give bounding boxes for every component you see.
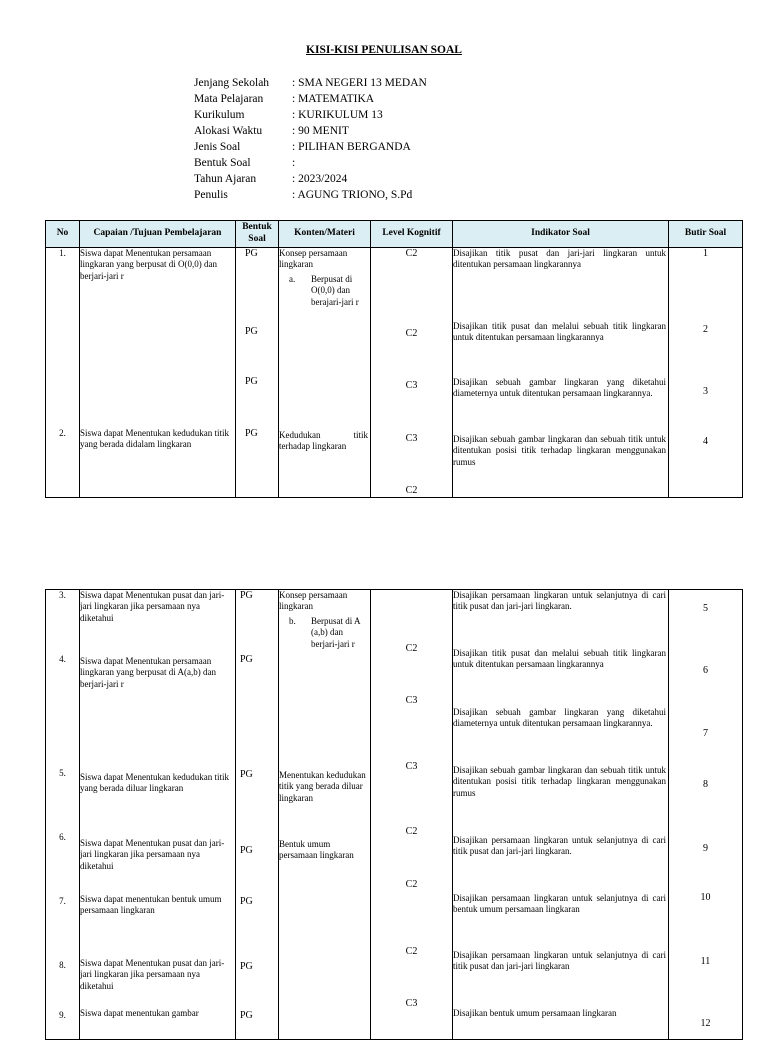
bentuk-soal: PG <box>240 1010 253 1021</box>
capaian-text: Siswa dapat Menentukan pusat dan jari-jari lingkaran jika persamaan nya diketahui <box>80 958 225 991</box>
butir-soal: 3 <box>703 386 708 397</box>
indikator-text: Disajikan sebuah gambar lingkaran dan sebuah titik untuk ditentukan posisi titik terhadap lingkaran menggunakan rumus <box>453 765 666 798</box>
capaian-text: Siswa dapat Menentukan pusat dan jari-jari lingkaran jika persamaan nya diketahui <box>80 838 225 871</box>
capaian-text: Siswa dapat Menentukan kedudukan titik yang berada didalam lingkaran <box>80 428 229 450</box>
bentuk-soal: PG <box>240 896 253 907</box>
butir-soal: 4 <box>703 436 708 447</box>
row-number: 6. <box>59 832 66 842</box>
butir-soal: 11 <box>700 956 711 967</box>
bentuk-soal: PG <box>245 376 258 387</box>
konten-marker: a. <box>289 274 296 284</box>
row-number: 7. <box>59 896 66 906</box>
indikator-text: Disajikan persamaan lingkaran untuk selanjutnya di cari titik pusat dan jari-jari lingkaran. <box>453 590 666 612</box>
butir-soal: 12 <box>700 1018 711 1029</box>
header-konten: Konten/Materi <box>279 221 371 248</box>
meta-row-jenjang: Jenjang Sekolah : SMA NEGERI 13 MEDAN <box>194 75 427 91</box>
meta-row-tahun: Tahun Ajaran : 2023/2024 <box>194 171 427 187</box>
level-kognitif: C2 <box>405 643 418 654</box>
capaian-text: Siswa dapat Menentukan persamaan lingkaran yang berpusat di O(0,0) dan berjari-jari r <box>80 248 217 281</box>
level-kognitif: C3 <box>405 380 418 391</box>
konten-text: Bentuk umum persamaan lingkaran <box>279 839 354 861</box>
document-title: KISI-KISI PENULISAN SOAL <box>306 44 462 56</box>
indikator-text: Disajikan persamaan lingkaran untuk selanjutnya di cari titik pusat dan jari-jari lingkaran. <box>453 835 666 857</box>
bentuk-soal: PG <box>245 326 258 337</box>
table-body <box>46 248 743 498</box>
bentuk-soal: PG <box>245 248 258 259</box>
level-kognitif: C2 <box>405 879 418 890</box>
bentuk-soal: PG <box>240 654 253 665</box>
indikator-text: Disajikan titik pusat dan melalui sebuah titik lingkaran untuk ditentukan persamaan lingkarannya <box>453 648 666 670</box>
konten-text: Konsep persamaan lingkaran <box>279 590 348 612</box>
row-number: 1. <box>59 248 66 258</box>
butir-soal: 1 <box>703 248 708 259</box>
butir-soal: 7 <box>703 728 708 739</box>
indikator-text: Disajikan titik pusat dan jari-jari lingkaran untuk ditentukan persamaan lingkarannya <box>453 248 666 270</box>
row-number: 4. <box>59 654 66 664</box>
bentuk-soal: PG <box>240 845 253 856</box>
level-kognitif: C2 <box>405 248 418 259</box>
konten-text: Konsep persamaan lingkaran <box>279 248 348 270</box>
konten-text: Kedudukan titik terhadap lingkaran <box>279 430 368 452</box>
header-indikator: Indikator Soal <box>453 221 669 248</box>
bentuk-soal: PG <box>240 769 253 780</box>
level-kognitif: C2 <box>405 826 418 837</box>
capaian-text: Siswa dapat menentukan bentuk umum persamaan lingkaran <box>80 894 222 916</box>
bentuk-soal: PG <box>245 428 258 439</box>
level-kognitif: C3 <box>405 998 418 1009</box>
butir-soal: 5 <box>703 603 708 614</box>
indikator-text: Disajikan titik pusat dan melalui sebuah titik lingkaran untuk ditentukan persamaan lingkarannya <box>453 321 666 343</box>
level-kognitif: C3 <box>405 695 418 706</box>
butir-soal: 8 <box>703 779 708 790</box>
header-bentuk: Bentuk Soal <box>236 221 279 248</box>
capaian-text: Siswa dapat menentukan gambar <box>80 1008 199 1018</box>
meta-row-mapel: Mata Pelajaran : MATEMATIKA <box>194 91 427 107</box>
kisi-table-1 <box>45 220 743 498</box>
indikator-text: Disajikan persamaan lingkaran untuk selanjutnya di cari bentuk umum persamaan lingkaran <box>453 893 666 915</box>
meta-row-jenis: Jenis Soal : PILIHAN BERGANDA <box>194 139 427 155</box>
row-number: 8. <box>59 960 66 970</box>
kisi-table-2 <box>45 589 743 1040</box>
level-kognitif: C2 <box>405 485 418 496</box>
level-kognitif: C3 <box>405 433 418 444</box>
konten-marker: b. <box>289 616 296 626</box>
konten-subtext: Berpusat di O(0,0) dan berajari-jari r <box>311 274 359 307</box>
row-number: 2. <box>59 428 66 438</box>
header-butir: Butir Soal <box>669 221 743 248</box>
butir-soal: 9 <box>703 843 708 854</box>
document-meta <box>194 75 427 203</box>
capaian-text: Siswa dapat Menentukan kedudukan titik yang berada diluar lingkaran <box>80 772 229 794</box>
header-capaian: Capaian /Tujuan Pembelajaran <box>80 221 236 248</box>
table-body <box>46 590 743 1040</box>
butir-soal: 10 <box>700 892 711 903</box>
level-kognitif: C2 <box>405 328 418 339</box>
header-level: Level Kognitif <box>371 221 453 248</box>
bentuk-soal: PG <box>240 590 253 601</box>
capaian-text: Siswa dapat Menentukan pusat dan jari-jari lingkaran jika persamaan nya diketahui <box>80 590 225 623</box>
row-number: 3. <box>59 590 66 600</box>
bentuk-soal: PG <box>240 961 253 972</box>
indikator-text: Disajikan sebuah gambar lingkaran yang diketahui diameternya untuk ditentukan persamaan lingkarannya. <box>453 377 666 399</box>
meta-row-kurikulum: Kurikulum : KURIKULUM 13 <box>194 107 427 123</box>
meta-row-alokasi: Alokasi Waktu : 90 MENIT <box>194 123 427 139</box>
konten-subtext: Berpusat di A (a,b) dan berjari-jari r <box>311 616 360 649</box>
butir-soal: 6 <box>703 665 708 676</box>
capaian-text: Siswa dapat Menentukan persamaan lingkaran yang berpusat di A(a,b) dan berjari-jari r <box>80 656 216 689</box>
level-kognitif: C3 <box>405 761 418 772</box>
indikator-text: Disajikan sebuah gambar lingkaran dan sebuah titik untuk ditentukan posisi titik terhadap lingkaran menggunakan rumus <box>453 434 666 467</box>
butir-soal: 2 <box>703 324 708 335</box>
konten-text: Menentukan kedudukan titik yang berada diluar lingkaran <box>279 770 366 803</box>
indikator-text: Disajikan persamaan lingkaran untuk selanjutnya di cari titik pusat dan jari-jari lingkaran <box>453 950 666 972</box>
header-no: No <box>46 221 80 248</box>
indikator-text: Disajikan sebuah gambar lingkaran yang diketahui diameternya untuk ditentukan persamaan lingkarannya. <box>453 707 666 729</box>
meta-row-penulis: Penulis : AGUNG TRIONO, S.Pd <box>194 187 427 203</box>
table-header-row <box>46 221 743 248</box>
meta-row-bentuk: Bentuk Soal : <box>194 155 427 171</box>
indikator-text: Disajikan bentuk umum persamaan lingkaran <box>453 1008 617 1018</box>
level-kognitif: C2 <box>405 946 418 957</box>
row-number: 9. <box>59 1010 66 1020</box>
row-number: 5. <box>59 768 66 778</box>
